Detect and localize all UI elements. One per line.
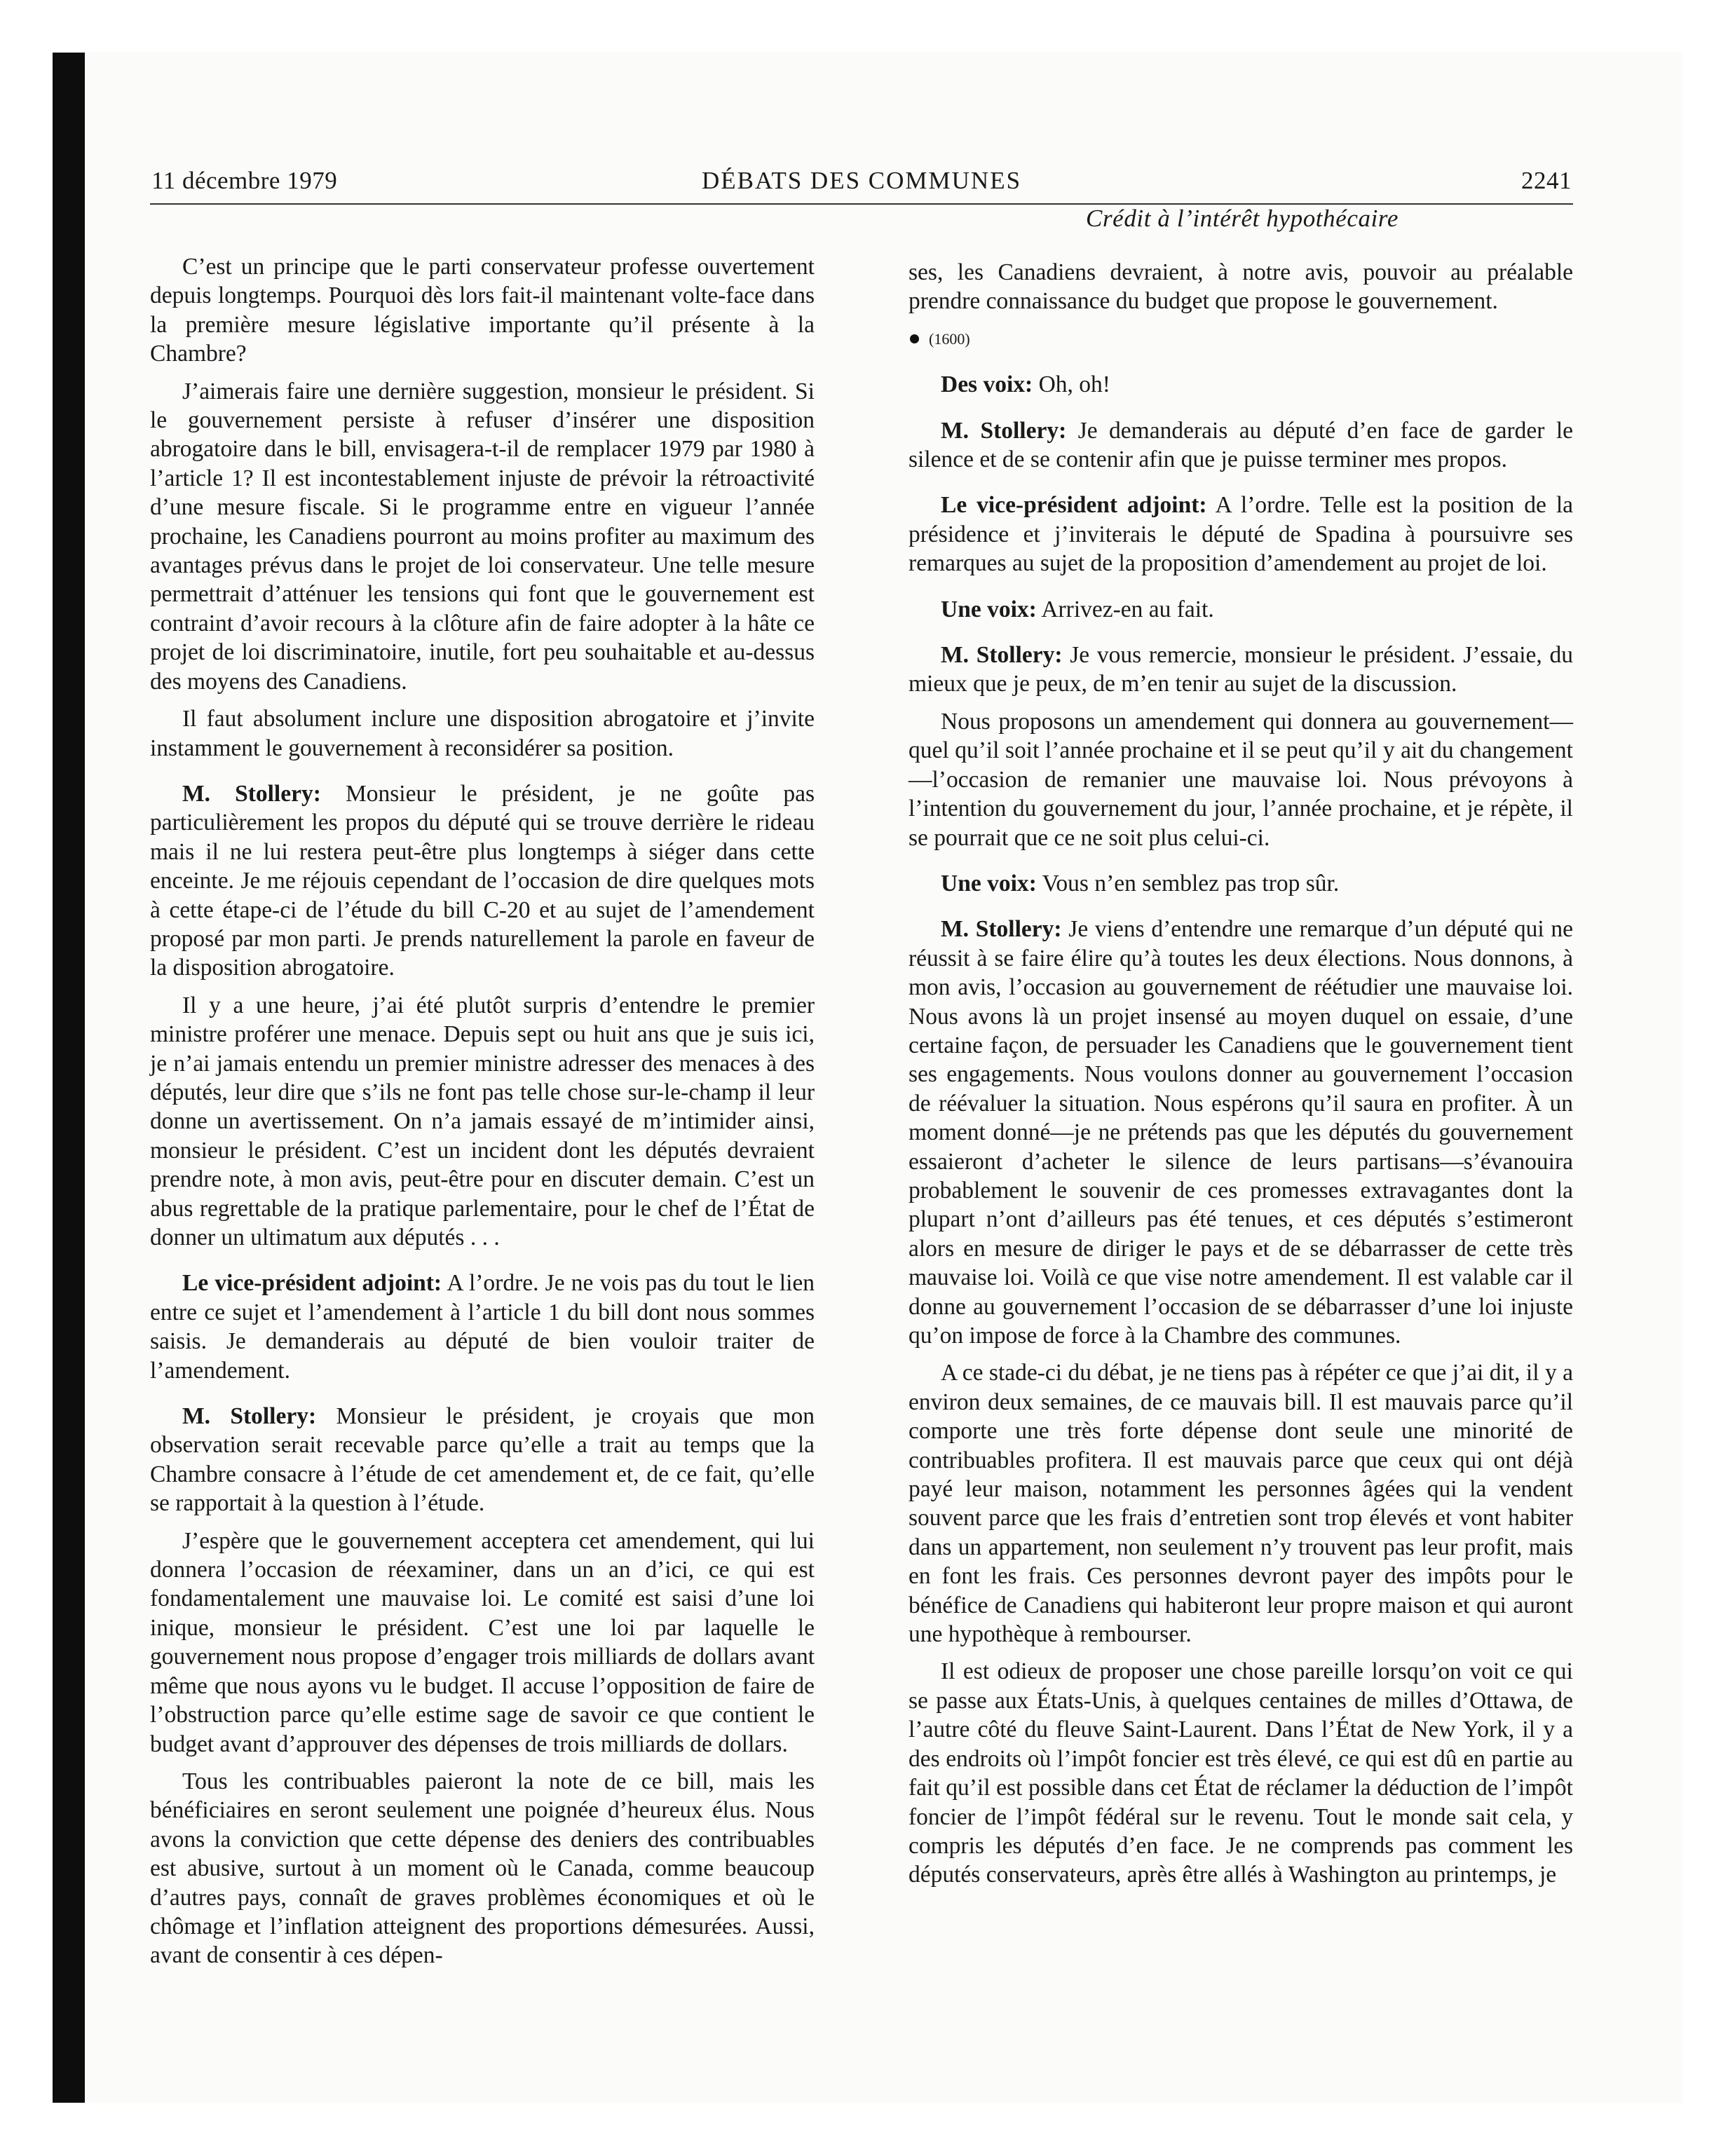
timestamp-text: (1600) <box>929 329 970 348</box>
paragraph-text: C’est un principe que le parti conservateur professe ouvertement depuis longtemps. Pourquoi dès lors fait-il maintenant volte-face dans la première mesure législative importante qu’il présente à la Chambre? <box>150 254 815 367</box>
speaker-name: M. Stollery: <box>182 780 321 807</box>
paragraph <box>150 377 815 696</box>
header-date: 11 décembre 1979 <box>151 167 338 194</box>
running-header <box>150 163 1573 205</box>
section-subheading: Crédit à l’intérêt hypothécaire <box>1086 205 1399 232</box>
speaker-name: M. Stollery: <box>182 1403 317 1430</box>
paragraph <box>909 707 1573 852</box>
paragraph <box>150 704 815 763</box>
paragraph <box>909 641 1573 699</box>
paragraph <box>909 416 1573 475</box>
speaker-name: M. Stollery: <box>941 916 1062 943</box>
paragraph <box>909 491 1573 578</box>
paragraph-text: J’espère que le gouvernement acceptera cet amendement, qui lui donnera l’occasion de réexaminer, dans un an d’ici, ce qui est fondamentalement une mauvaise loi. Le comité est saisi d’une loi inique, monsieur le président. C’est une loi par laquelle le gouvernement nous propose d’engager trois milliards de dollars avant même que nous ayons vu le budget. Il accuse l’opposition de faire de l’obstruction parce qu’elle estime sage de savoir ce que contient le budget avant d’approuver des dépenses de trois milliards de dollars. <box>150 1527 815 1757</box>
paragraph <box>909 869 1573 898</box>
paragraph-text: A ce stade-ci du débat, je ne tiens pas à répéter ce que j’ai dit, il y a environ deux semaines, de ce mauvais bill. Il est mauvais parce qu’il comporte une très forte dépense dont seule une minorité de contribuables profitera. Il est mauvais parce que ceux qui ont déjà payé leur maison, notamment les personnes âgées qui la vendent souvent parce que les frais d’entretien sont trop élevés et vont habiter dans un appartement, non seulement n’y trouvent pas leur profit, mais en font les frais. Ces personnes devront payer des impôts pour le bénéfice de Canadiens qui habiteront leur propre maison et qui auront une hypothèque à rembourser. <box>909 1360 1573 1648</box>
paragraph <box>150 991 815 1253</box>
paragraph-text: Je vous remercie, monsieur le président. J’essaie, du mieux que je peux, de m’en tenir au sujet de la discussion. <box>909 642 1573 697</box>
paragraph-text: Il est odieux de proposer une chose pareille lorsqu’on voit ce qui se passe aux États-Unis, à quelques centaines de milles d’Ottawa, de l’autre côté du fleuve Saint-Laurent. Dans l’État de New York, il y a des endroits où l’impôt foncier est très élevé, ce qui est dû en partie au fait qu’il est possible dans cet État de réclamer la déduction de l’impôt foncier de l’impôt fédéral sur le revenu. Tout le monde sait cela, y compris les députés d’en face. Je ne comprends pas comment les députés conservateurs, après être allés à Washington au printemps, je <box>909 1658 1573 1888</box>
time-marker <box>909 325 1573 353</box>
paragraph-text: Monsieur le président, je croyais que mon observation serait recevable parce qu’elle a trait au temps que la Chambre consacre à l’étude de cet amendement et, de ce fait, qu’elle se rapportait à la question à l’étude. <box>150 1403 815 1517</box>
paragraph <box>150 779 815 983</box>
paragraph-text: Oh, oh! <box>1038 371 1110 398</box>
paragraph <box>909 595 1573 624</box>
paragraph-text: Vous n’en semblez pas trop sûr. <box>1042 870 1340 896</box>
bullet-icon <box>910 334 919 343</box>
paragraph <box>909 370 1573 399</box>
paragraph-text: Je viens d’entendre une remarque d’un député qui ne réussit à se faire élire qu’à toutes les deux élections. Nous donnons, à mon avis, l’occasion au gouvernement de réétudier une mauvaise loi. Nous avons là un projet insensé au moyen duquel on essaie, d’une certaine façon, de persuader les Canadiens que le gouvernement tient ses engagements. Nous voulons donner au gouvernement l’occasion de réévaluer la situation. Nous espérons qu’il saura en profiter. À un moment donné—je ne prétends pas que les députés du gouvernement essaieront d’acheter le silence de leurs partisans—s’évanouira probablement le souvenir de ces promesses extravagantes dont la plupart n’ont d’ailleurs pas été tenues, et ces députés s’estimeront alors en mesure de diriger le pays et de se débarrasser de cette très mauvaise loi. Voilà ce que vise notre amendement. Il est valable car il donne au gouvernement l’occasion de se débarrasser d’une loi injuste qu’on impose de force à la Chambre des communes. <box>909 916 1573 1349</box>
paragraph-text: Nous proposons un amendement qui donnera au gouvernement—quel qu’il soit l’année prochaine et il se peut qu’il y ait du changement—l’occasion de remanier une mauvaise loi. Nous prévoyons à l’intention du gouvernement du jour, l’année prochaine, et je répète, il se pourrait que ce ne soit plus celui-ci. <box>909 708 1573 851</box>
paragraph <box>150 1269 815 1385</box>
publication-title: DÉBATS DES COMMUNES <box>701 167 1022 194</box>
paragraph-text: Arrivez-en au fait. <box>1041 596 1214 622</box>
right-column <box>909 258 1573 1898</box>
paragraph-text: A l’ordre. Je ne vois pas du tout le lien entre ce sujet et l’amendement à l’article 1 du bill dont nous sommes saisis. Je demanderais au député de bien vouloir traiter de l’amendement. <box>150 1270 815 1384</box>
left-column <box>150 252 815 1979</box>
paragraph-text: Je demanderais au député d’en face de garder le silence et de se contenir afin que je puisse terminer mes propos. <box>909 417 1574 473</box>
paragraph <box>150 252 815 369</box>
paragraph <box>909 915 1573 1350</box>
paragraph <box>909 1657 1573 1889</box>
paragraph <box>150 1527 815 1759</box>
paragraph-text: A l’ordre. Telle est la position de la présidence et j’inviterais le député de Spadina à poursuivre ses remarques au sujet de la proposition d’amendement au projet de loi. <box>909 492 1573 577</box>
speaker-name: M. Stollery: <box>941 642 1063 669</box>
paragraph <box>150 1767 815 1970</box>
paragraph-text: Il y a une heure, j’ai été plutôt surpris d’entendre le premier ministre proférer une menace. Depuis sept ou huit ans que je suis ici, je n’ai jamais entendu un premier ministre adresser des menaces à des députés, leur dire que s’ils ne font pas telle chose sur-le-champ il leur donne un avertissement. On n’a jamais essayé de m’intimider ainsi, monsieur le président. C’est un incident dont les députés devraient prendre note, à mon avis, peut-être pour en discuter demain. C’est un abus regrettable de la pratique parlementaire, pour le chef de l’État de donner un ultimatum aux députés . . . <box>150 992 815 1250</box>
speaker-name: M. Stollery: <box>941 417 1067 444</box>
speaker-name: Une voix: <box>941 596 1037 622</box>
speaker-name: Des voix: <box>941 371 1033 398</box>
paragraph-text: Monsieur le président, je ne goûte pas particulièrement les propos du député qui se trouve derrière le rideau mais il ne lui restera peut-être plus longtemps à siéger dans cette enceinte. Je me réjouis cependant de l’occasion de dire quelques mots à cette étape-ci de l’étude du bill C-20 et au sujet de l’amendement proposé par mon parti. Je prends naturellement la parole en faveur de la disposition abrogatoire. <box>150 780 815 981</box>
paragraph-text: ses, les Canadiens devraient, à notre avis, pouvoir au préalable prendre connaissance du budget que propose le gouvernement. <box>909 259 1573 315</box>
paragraph-text: J’aimerais faire une dernière suggestion, monsieur le président. Si le gouvernement persiste à refuser d’insérer une disposition abrogatoire dans le bill, envisagera-t-il de remplacer 1979 par 1980 à l’article 1? Il est incontestablement injuste de prévoir la rétroactivité d’une mesure fiscale. Si le programme entre en vigueur l’année prochaine, les Canadiens pourront au moins profiter au maximum des avantages prévus dans le projet de loi conservateur. Une telle mesure permettrait d’atténuer les tensions qui font que le gouvernement est contraint d’avoir recours à la clôture afin de faire adopter à la hâte ce projet de loi discriminatoire, inutile, fort peu souhaitable et au-dessus des moyens des Canadiens. <box>150 378 815 695</box>
paragraph-text: Il faut absolument inclure une disposition abrogatoire et j’invite instamment le gouvernement à reconsidérer sa position. <box>150 706 815 761</box>
speaker-name: Le vice-président adjoint: <box>182 1270 442 1297</box>
speaker-name: Le vice-président adjoint: <box>941 492 1207 519</box>
speaker-name: Une voix: <box>941 870 1037 896</box>
paragraph-text: Tous les contribuables paieront la note de ce bill, mais les bénéficiaires en seront seulement une poignée d’heureux élus. Nous avons la conviction que cette dépense des deniers des contribuables est abusive, surtout à un moment où le Canada, comme beaucoup d’autres pays, connaît de graves problèmes économiques et où le chômage et l’inflation atteignent des proportions démesurées. Aussi, avant de consentir à ces dépen- <box>150 1768 815 1969</box>
scan-binding-edge <box>53 53 85 2103</box>
page-number: 2241 <box>1521 167 1572 194</box>
paragraph <box>909 258 1573 316</box>
paragraph <box>909 1358 1573 1649</box>
paragraph <box>150 1402 815 1518</box>
